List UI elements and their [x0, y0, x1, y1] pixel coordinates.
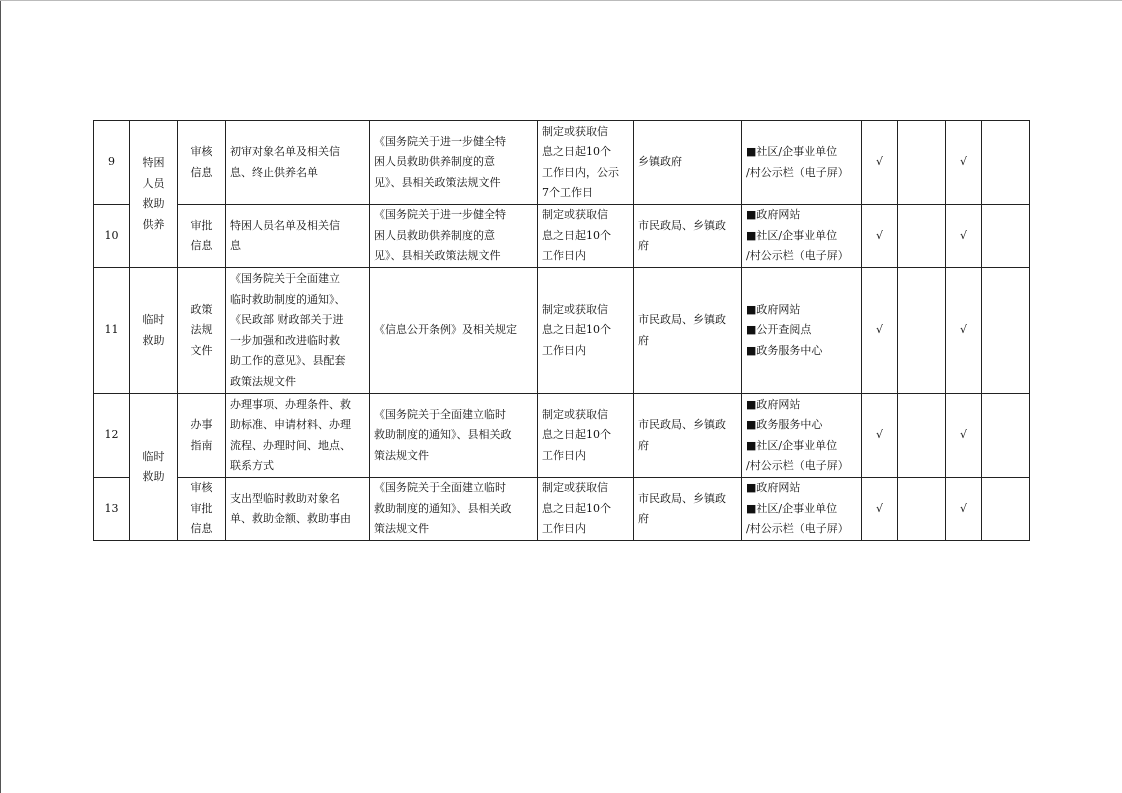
channel-cell: ■政府网站 ■政务服务中心 ■社区/企事业单位 /村公示栏（电子屏）: [742, 394, 862, 478]
empty-cell: [982, 121, 1030, 205]
category-cell: 临时 救助: [130, 394, 178, 541]
subject-cell: 乡镇政府: [634, 121, 742, 205]
channel-cell: ■政府网站 ■社区/企事业单位 /村公示栏（电子屏）: [742, 478, 862, 541]
time-limit-cell: 制定或获取信 息之日起10个 工作日内，公示 7个工作日: [538, 121, 634, 205]
subject-cell: 市民政局、乡镇政 府: [634, 394, 742, 478]
row-number: 11: [94, 268, 130, 394]
check-mark: √: [862, 394, 898, 478]
empty-cell: [898, 121, 946, 205]
content-cell: 办理事项、办理条件、救 助标准、申请材料、办理 流程、办理时间、地点、 联系方式: [226, 394, 370, 478]
channel-cell: ■政府网站 ■社区/企事业单位 /村公示栏（电子屏）: [742, 205, 862, 268]
table-row: [94, 205, 1030, 268]
basis-cell: 《信息公开条例》及相关规定: [370, 268, 538, 394]
check-mark: √: [862, 268, 898, 394]
subject-cell: 市民政局、乡镇政 府: [634, 205, 742, 268]
table-row: [94, 121, 1030, 205]
subcategory-cell: 审批 信息: [178, 205, 226, 268]
subcategory-cell: 政策 法规 文件: [178, 268, 226, 394]
row-number: 9: [94, 121, 130, 205]
check-mark: √: [862, 121, 898, 205]
table-row: [94, 478, 1030, 541]
empty-cell: [982, 394, 1030, 478]
content-cell: 支出型临时救助对象名 单、救助金额、救助事由: [226, 478, 370, 541]
channel-cell: ■政府网站 ■公开查阅点 ■政务服务中心: [742, 268, 862, 394]
page-top-edge: [0, 0, 1122, 1]
empty-cell: [898, 394, 946, 478]
basis-cell: 《国务院关于进一步健全特 困人员救助供养制度的意 见》、县相关政策法规文件: [370, 121, 538, 205]
subcategory-cell: 办事 指南: [178, 394, 226, 478]
disclosure-table: [93, 120, 1030, 541]
content-cell: 特困人员名单及相关信 息: [226, 205, 370, 268]
category-cell: 特困 人员 救助 供养: [130, 121, 178, 268]
basis-cell: 《国务院关于进一步健全特 困人员救助供养制度的意 见》、县相关政策法规文件: [370, 205, 538, 268]
check-mark: √: [946, 394, 982, 478]
subcategory-cell: 审核 信息: [178, 121, 226, 205]
time-limit-cell: 制定或获取信 息之日起10个 工作日内: [538, 205, 634, 268]
empty-cell: [982, 478, 1030, 541]
content-cell: 《国务院关于全面建立 临时救助制度的通知》、 《民政部 财政部关于进 一步加强和改进临时救 助工作的意见》、县配套 政策法规文件: [226, 268, 370, 394]
check-mark: √: [862, 205, 898, 268]
row-number: 13: [94, 478, 130, 541]
page-left-edge: [0, 0, 1, 793]
subject-cell: 市民政局、乡镇政 府: [634, 268, 742, 394]
row-number: 10: [94, 205, 130, 268]
check-mark: √: [946, 205, 982, 268]
basis-cell: 《国务院关于全面建立临时 救助制度的通知》、县相关政 策法规文件: [370, 478, 538, 541]
table-row: [94, 394, 1030, 478]
row-number: 12: [94, 394, 130, 478]
subject-cell: 市民政局、乡镇政 府: [634, 478, 742, 541]
check-mark: √: [946, 268, 982, 394]
time-limit-cell: 制定或获取信 息之日起10个 工作日内: [538, 394, 634, 478]
subcategory-cell: 审核 审批 信息: [178, 478, 226, 541]
empty-cell: [898, 478, 946, 541]
time-limit-cell: 制定或获取信 息之日起10个 工作日内: [538, 478, 634, 541]
time-limit-cell: 制定或获取信 息之日起10个 工作日内: [538, 268, 634, 394]
table-row: [94, 268, 1030, 394]
check-mark: √: [946, 478, 982, 541]
content-cell: 初审对象名单及相关信 息、终止供养名单: [226, 121, 370, 205]
empty-cell: [982, 268, 1030, 394]
empty-cell: [898, 205, 946, 268]
empty-cell: [898, 268, 946, 394]
basis-cell: 《国务院关于全面建立临时 救助制度的通知》、县相关政 策法规文件: [370, 394, 538, 478]
check-mark: √: [862, 478, 898, 541]
channel-cell: ■社区/企事业单位 /村公示栏（电子屏）: [742, 121, 862, 205]
category-cell: 临时 救助: [130, 268, 178, 394]
empty-cell: [982, 205, 1030, 268]
check-mark: √: [946, 121, 982, 205]
